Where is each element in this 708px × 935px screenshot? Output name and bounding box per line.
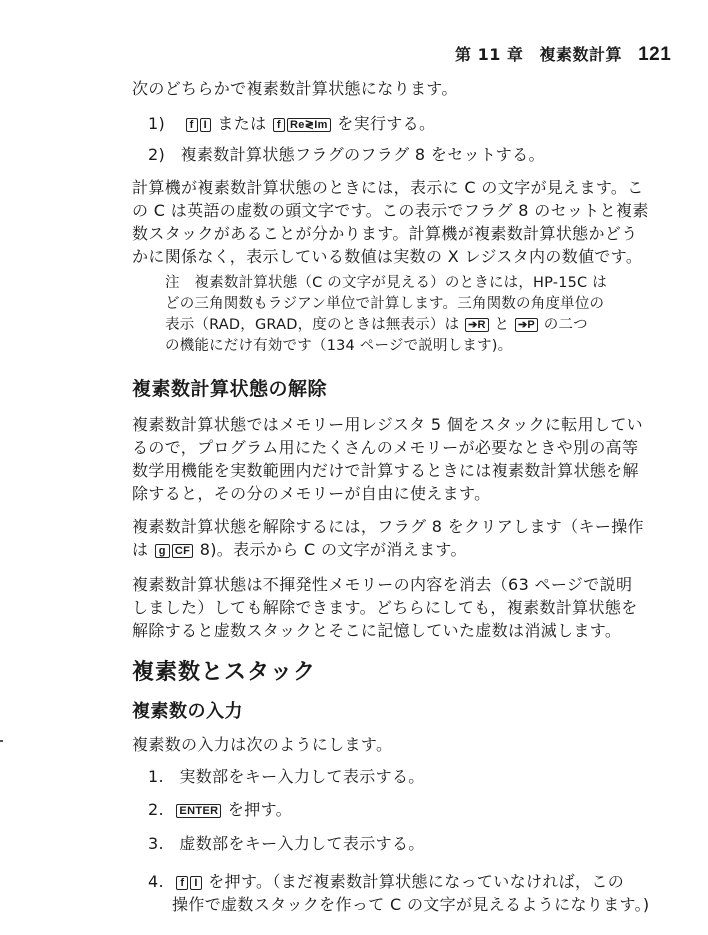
- note-line: どの三角関数もラジアン単位で計算します。三角関数の角度単位の: [165, 296, 605, 312]
- note-text: の二つ: [543, 317, 588, 333]
- g-key: g: [155, 544, 170, 558]
- enter-step-1: [148, 113, 435, 135]
- input-step-4: [148, 871, 624, 893]
- step-number: 4.: [148, 872, 164, 891]
- paragraph-line: るので，プログラム用にたくさんのメモリーが必要なときや別の高等: [132, 438, 639, 457]
- paragraph-line: 複素数計算状態を解除するには，フラグ 8 をクリアします（キー操作: [132, 517, 644, 536]
- section-title: 複素数とスタック: [132, 660, 317, 685]
- margin-mark: [0, 740, 3, 742]
- paragraph-line: 数学用機能を実数範囲内だけで計算するときには複素数計算状態を解: [132, 461, 639, 480]
- text: 8)。表示から C の文字が消えます。: [199, 540, 467, 559]
- f-key: f: [186, 118, 198, 132]
- step-number: 1): [148, 114, 166, 133]
- note-text: 複素数計算状態（C の文字が見える）のときには，HP-15C は: [194, 275, 607, 291]
- input-step-3: [148, 833, 425, 855]
- text: は: [132, 540, 149, 559]
- paragraph-line-keys: [132, 539, 467, 561]
- note-line: の機能にだけ有効です（134 ページで説明します)。: [165, 338, 513, 354]
- paragraph-line: 操作で虚数スタックを作って C の文字が見えるようになります。): [172, 895, 650, 914]
- paragraph-line: 複素数計算状態は不揮発性メモリーの内容を消去（63 ページで説明: [132, 575, 633, 594]
- paragraph-line: 複素数の入力は次のようにします。: [132, 735, 393, 754]
- subsection-title: 複素数の入力: [132, 701, 243, 722]
- to-polar-key: ➔P: [515, 318, 538, 332]
- section-heading: [132, 374, 327, 401]
- i-key: I: [190, 876, 201, 890]
- step-number: 2): [148, 145, 166, 164]
- i-key: I: [200, 118, 211, 132]
- paragraph-line: 除すると，その分のメモリーが自由に使えます。: [132, 484, 491, 503]
- paragraph-line: 数スタックがあることが分かります。計算機が複素数計算状態かどう: [132, 224, 638, 243]
- note-line-3: [165, 315, 588, 335]
- note-label: 注: [165, 275, 180, 291]
- step-number: 1.: [148, 767, 164, 786]
- step-number: 2.: [148, 800, 164, 819]
- running-head: [455, 42, 671, 66]
- enter-step-2: [148, 144, 545, 166]
- page-number: 121: [638, 44, 672, 65]
- note-line-1: [165, 273, 607, 293]
- paragraph-line: 解除すると虚数スタックとそこに記憶していた虚数は消滅します。: [132, 621, 622, 640]
- step-text: を実行する。: [337, 114, 436, 133]
- step-text: または: [217, 114, 267, 133]
- subsection-heading: [132, 697, 243, 723]
- paragraph-line: 計算機が複素数計算状態のときには，表示に C の文字が見えます。こ: [132, 178, 644, 197]
- section-title: 複素数計算状態の解除: [132, 378, 328, 400]
- enter-key: ENTER: [176, 804, 221, 818]
- f-key: f: [176, 876, 188, 890]
- step-text: を押す。（まだ複素数計算状態になっていなければ，この: [208, 872, 625, 891]
- chapter-title: 複素数計算: [539, 45, 623, 64]
- note-text: と: [494, 317, 510, 333]
- intro-line: 次のどちらかで複素数計算状態になります。: [132, 79, 458, 98]
- note-text: 表示（RAD，GRAD，度のときは無表示）は: [165, 317, 460, 333]
- input-step-2: [148, 799, 292, 821]
- cf-key: CF: [172, 544, 193, 558]
- chapter-label: 第 11 章: [455, 45, 524, 64]
- to-rectangular-key: ➔R: [465, 318, 489, 332]
- step-text: 虚数部をキー入力して表示する。: [179, 834, 425, 853]
- input-step-1: [148, 766, 425, 788]
- step-text: を押す。: [227, 800, 292, 819]
- section-heading-large: [132, 655, 316, 686]
- step-text: 複素数計算状態フラグのフラグ 8 をセットする。: [180, 145, 545, 164]
- paragraph-line: 複素数計算状態ではメモリー用レジスタ 5 個をスタックに転用してい: [132, 415, 644, 434]
- step-number: 3.: [148, 834, 164, 853]
- step-text: 実数部をキー入力して表示する。: [179, 767, 425, 786]
- re-im-key: Re≷Im: [287, 118, 331, 132]
- paragraph-line: かに関係なく，表示している数値は実数の X レジスタ内の数値です。: [132, 247, 643, 266]
- paragraph-line: しました）しても解除できます。どちらにしても，複素数計算状態を: [132, 598, 638, 617]
- paragraph-line: の C は英語の虚数の頭文字です。この表示でフラグ 8 のセットと複素: [132, 201, 649, 220]
- f-key: f: [273, 118, 285, 132]
